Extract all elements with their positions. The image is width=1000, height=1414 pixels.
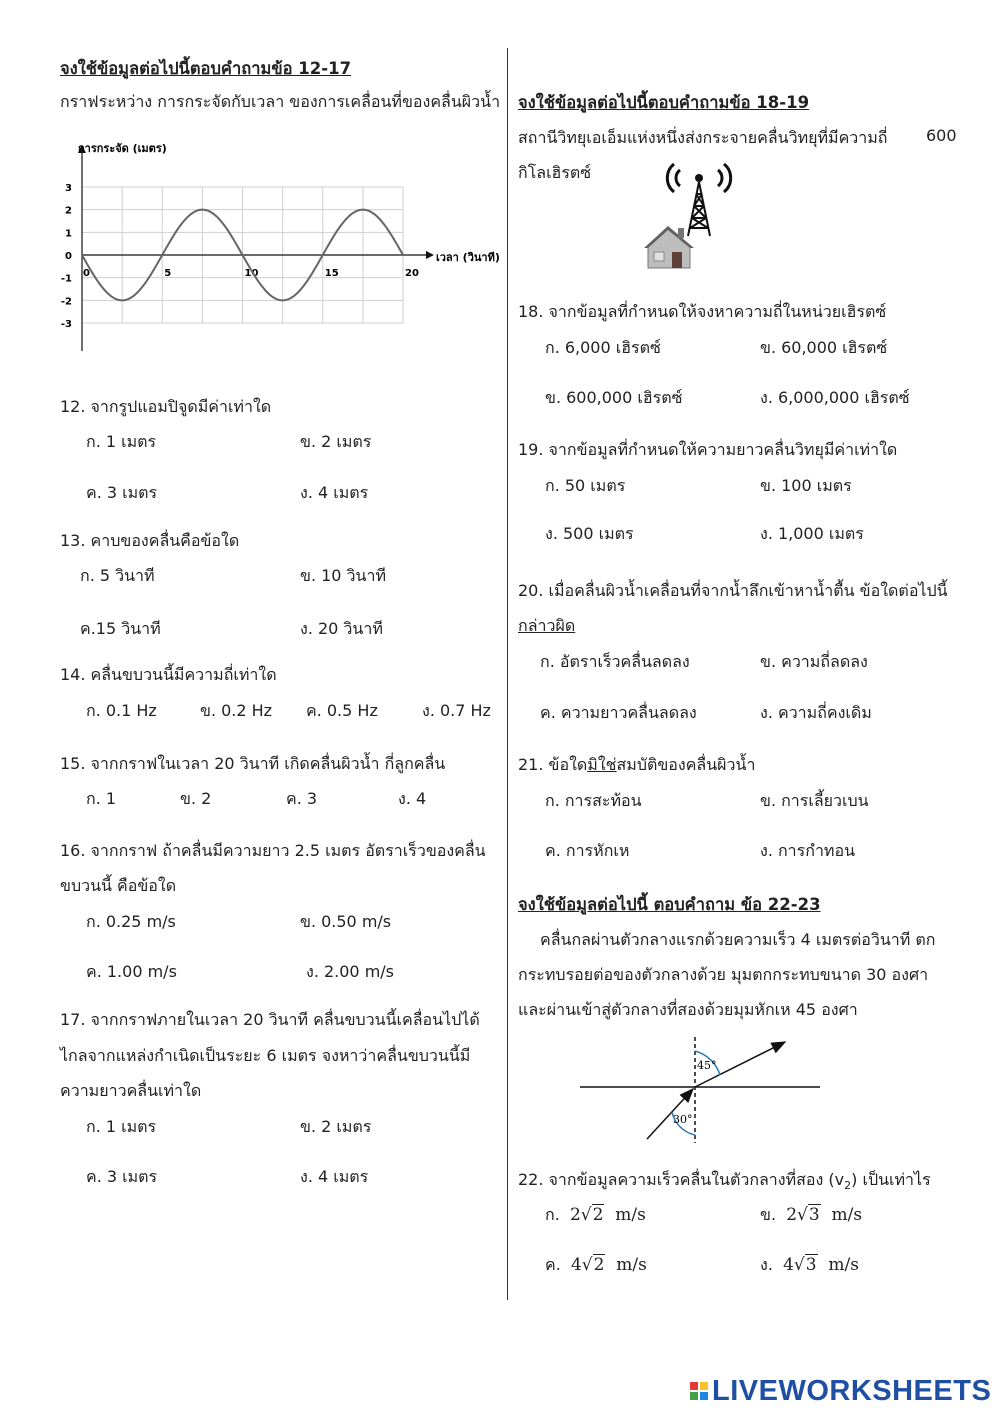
q15-choice-c[interactable]: ค. 3: [286, 789, 318, 808]
q22-choice-a-label: ก.: [545, 1205, 560, 1224]
q18-choice-b[interactable]: ข. 60,000 เฮิรตซ์: [760, 338, 888, 357]
refraction-para-line1: คลื่นกลผ่านตัวกลางแรกด้วยความเร็ว 4 เมตรต่อวินาที ตก: [540, 930, 936, 949]
q22-choice-a-coef: 2: [569, 1205, 581, 1225]
q16-choice-c[interactable]: ค. 1.00 m/s: [86, 962, 177, 981]
q15-choice-b[interactable]: ข. 2: [180, 789, 212, 808]
q22-subscript: 2: [844, 1179, 852, 1193]
q22-choice-d-coef: 4: [783, 1255, 794, 1275]
q16-choice-a[interactable]: ก. 0.25 m/s: [86, 912, 176, 931]
q22-choice-d[interactable]: ง. 4√3 m/s: [760, 1255, 859, 1275]
q22-choice-a-radicand: 2: [592, 1205, 604, 1225]
q22-choice-a[interactable]: ก. 2√2 m/s: [545, 1205, 646, 1225]
q13-text: 13. คาบของคลื่นคือข้อใด: [60, 531, 240, 550]
q22-choice-d-radicand: 3: [805, 1255, 817, 1275]
right-heading-22-23: จงใช้ข้อมูลต่อไปนี้ ตอบคำถาม ข้อ 22-23: [518, 895, 821, 914]
radio-tower-icon: [640, 158, 740, 273]
q19-choice-c[interactable]: ง. 500 เมตร: [545, 524, 634, 543]
q16-choice-b[interactable]: ข. 0.50 m/s: [300, 912, 392, 931]
q22-choice-c-coef: 4: [570, 1255, 582, 1275]
y-tick-label: -3: [60, 319, 72, 330]
y-axis-label: การกระจัด (เมตร): [78, 142, 167, 155]
q14-choice-c[interactable]: ค. 0.5 Hz: [306, 701, 378, 720]
q22-choice-c-label: ค.: [545, 1255, 561, 1274]
q14-text: 14. คลื่นขบวนนี้มีความถี่เท่าใด: [60, 665, 277, 684]
right-heading-18-19: จงใช้ข้อมูลต่อไปนี้ตอบคำถามข้อ 18-19: [518, 93, 810, 112]
q19-choice-a[interactable]: ก. 50 เมตร: [545, 476, 626, 495]
left-heading: จงใช้ข้อมูลต่อไปนี้ตอบคำถามข้อ 12-17: [60, 59, 352, 78]
q20-choice-b[interactable]: ข. ความถี่ลดลง: [760, 652, 868, 671]
q20-text: 20. เมื่อคลื่นผิวน้ำเคลื่อนที่จากน้ำลึกเข้าหาน้ำตื้น ข้อใดต่อไปนี้: [518, 581, 948, 600]
q21-text-post: สมบัติของคลื่นผิวน้ำ: [616, 755, 756, 774]
q22-choice-d-label: ง.: [760, 1255, 773, 1274]
x-axis-arrow: [426, 251, 434, 259]
graph-intro: กราฟระหว่าง การกระจัดกับเวลา ของการเคลื่อนที่ของคลื่นผิวน้ำ: [60, 92, 501, 111]
q22-text-post: ) เป็นเท่าไร: [851, 1170, 931, 1189]
y-tick-label: 3: [65, 183, 72, 194]
q18-choice-d[interactable]: ง. 6,000,000 เฮิรตซ์: [760, 388, 910, 407]
logo-square: [700, 1392, 708, 1400]
column-divider: [507, 48, 508, 1300]
angle-label-45: 45°: [697, 1059, 717, 1072]
q17-text-3: ความยาวคลื่นเท่าใด: [60, 1081, 202, 1100]
chart-ticks: [61, 183, 419, 330]
y-tick-label: 0: [65, 251, 72, 262]
y-tick-label: -1: [60, 273, 72, 285]
q14-choice-a[interactable]: ก. 0.1 Hz: [86, 701, 157, 720]
q22-choice-c-unit: m/s: [616, 1255, 647, 1275]
x-tick-label: 10: [244, 268, 259, 279]
q17-choice-c[interactable]: ค. 3 เมตร: [86, 1167, 158, 1186]
q17-choice-b[interactable]: ข. 2 เมตร: [300, 1117, 372, 1136]
radio-frequency-value: 600: [926, 126, 957, 145]
angle-label-30: 30°: [673, 1113, 693, 1126]
x-axis-label: เวลา (วินาที): [436, 251, 500, 264]
x-tick-label: 20: [405, 268, 419, 279]
q21-choice-b[interactable]: ข. การเลี้ยวเบน: [760, 791, 869, 810]
q22-choice-c[interactable]: ค. 4√2 m/s: [545, 1255, 647, 1275]
q21-choice-d[interactable]: ง. การกำทอน: [760, 841, 856, 860]
chart-axes: [78, 145, 434, 351]
q20-choice-d[interactable]: ง. ความถี่คงเดิม: [760, 703, 872, 722]
q19-choice-b[interactable]: ข. 100 เมตร: [760, 476, 852, 495]
q13-choice-a[interactable]: ก. 5 วินาที: [80, 566, 155, 585]
q20-choice-a[interactable]: ก. อัตราเร็วคลื่นลดลง: [540, 652, 690, 671]
radio-text-line2: กิโลเฮิรตซ์: [518, 163, 592, 182]
q13-choice-c[interactable]: ค.15 วินาที: [80, 619, 161, 638]
q21-text-pre: 21. ข้อใด: [518, 755, 588, 774]
q19-choice-d[interactable]: ง. 1,000 เมตร: [760, 524, 864, 543]
q16-text: 16. จากกราฟ ถ้าคลื่นมีความยาว 2.5 เมตร อัตราเร็วของคลื่น: [60, 841, 486, 860]
q22-choice-b-coef: 2: [786, 1205, 798, 1225]
y-tick-label: 2: [65, 205, 72, 217]
q18-choice-a[interactable]: ก. 6,000 เฮิรตซ์: [545, 338, 661, 357]
q12-choice-d[interactable]: ง. 4 เมตร: [300, 483, 369, 502]
q19-text: 19. จากข้อมูลที่กำหนดให้ความยาวคลื่นวิทยุมีค่าเท่าใด: [518, 440, 898, 459]
x-tick-label: 5: [164, 268, 172, 279]
q13-choice-d[interactable]: ง. 20 วินาที: [300, 619, 383, 638]
logo-square: [690, 1382, 698, 1390]
y-tick-label: -2: [60, 296, 72, 308]
logo-text: LIVEWORKSHEETS: [712, 1374, 992, 1407]
q21-text-underlined: มิใช่: [587, 755, 617, 774]
q17-text: 17. จากกราฟภายในเวลา 20 วินาที คลื่นขบวนนี้เคลื่อนไปได้: [60, 1010, 480, 1029]
refraction-para-line3: และผ่านเข้าสู่ตัวกลางที่สองด้วยมุมหักเห 45 องศา: [518, 1000, 858, 1019]
q18-choice-c[interactable]: ข. 600,000 เฮิรตซ์: [545, 388, 683, 407]
q22-choice-c-radicand: 2: [593, 1255, 605, 1275]
q14-choice-b[interactable]: ข. 0.2 Hz: [200, 701, 273, 720]
displacement-time-chart: [50, 135, 500, 360]
q17-choice-a[interactable]: ก. 1 เมตร: [86, 1117, 157, 1136]
q20-text-emphasis: กล่าวผิด: [518, 616, 576, 635]
logo-square: [690, 1392, 698, 1400]
refraction-para-line2: กระทบรอยต่อของตัวกลางด้วย มุมตกกระทบขนาด 30 องศา: [518, 965, 929, 984]
q22-text-pre: 22. จากข้อมูลความเร็วคลื่นในตัวกลางที่สอง (v: [518, 1170, 845, 1189]
q17-text-2: ไกลจากแหล่งกำเนิดเป็นระยะ 6 เมตร จงหาว่าคลื่นขบวนนี้มี: [60, 1046, 471, 1065]
q22-choice-b-unit: m/s: [831, 1205, 863, 1225]
x-tick-label: 0: [83, 268, 90, 279]
logo-square: [700, 1382, 708, 1390]
q15-text: 15. จากกราฟในเวลา 20 วินาที เกิดคลื่นผิวน้ำ กี่ลูกคลื่น: [60, 754, 446, 773]
q13-choice-b[interactable]: ข. 10 วินาที: [300, 566, 387, 585]
q15-choice-a[interactable]: ก. 1: [86, 789, 117, 808]
liveworksheets-logo[interactable]: [690, 1376, 991, 1406]
q22-text: [518, 1168, 931, 1193]
q20-choice-c[interactable]: ค. ความยาวคลื่นลดลง: [540, 703, 697, 722]
q17-choice-d[interactable]: ง. 4 เมตร: [300, 1167, 369, 1186]
q15-choice-d[interactable]: ง. 4: [398, 789, 427, 808]
x-tick-label: 15: [324, 268, 339, 279]
q21-choice-a[interactable]: ก. การสะท้อน: [545, 791, 642, 810]
q22-choice-b-label: ข.: [760, 1205, 777, 1224]
q16-text-2: ขบวนนี้ คือข้อใด: [60, 876, 177, 895]
q22-choice-a-unit: m/s: [615, 1205, 646, 1225]
refraction-diagram: [575, 1035, 825, 1145]
q22-choice-b-radicand: 3: [808, 1205, 820, 1225]
q12-choice-a[interactable]: ก. 1 เมตร: [86, 432, 157, 451]
q14-choice-d[interactable]: ง. 0.7 Hz: [422, 701, 491, 720]
y-tick-label: 1: [65, 228, 72, 240]
q12-choice-b[interactable]: ข. 2 เมตร: [300, 432, 372, 451]
logo-mark-icon: [690, 1382, 708, 1400]
q12-choice-c[interactable]: ค. 3 เมตร: [86, 483, 158, 502]
q22-choice-b[interactable]: ข. 2√3 m/s: [760, 1205, 863, 1225]
q21-text: [518, 753, 755, 778]
q12-text: 12. จากรูปแอมปิจูดมีค่าเท่าใด: [60, 397, 272, 416]
q16-choice-d[interactable]: ง. 2.00 m/s: [306, 962, 395, 981]
q18-text: 18. จากข้อมูลที่กำหนดให้จงหาความถี่ในหน่วยเฮิรตซ์: [518, 302, 887, 321]
q21-choice-c[interactable]: ค. การหักเห: [545, 841, 630, 860]
radio-text-line1: สถานีวิทยุเอเอ็มแห่งหนึ่งส่งกระจายคลื่นวิทยุที่มีความถี่: [518, 128, 888, 147]
q22-choice-d-unit: m/s: [828, 1255, 859, 1275]
